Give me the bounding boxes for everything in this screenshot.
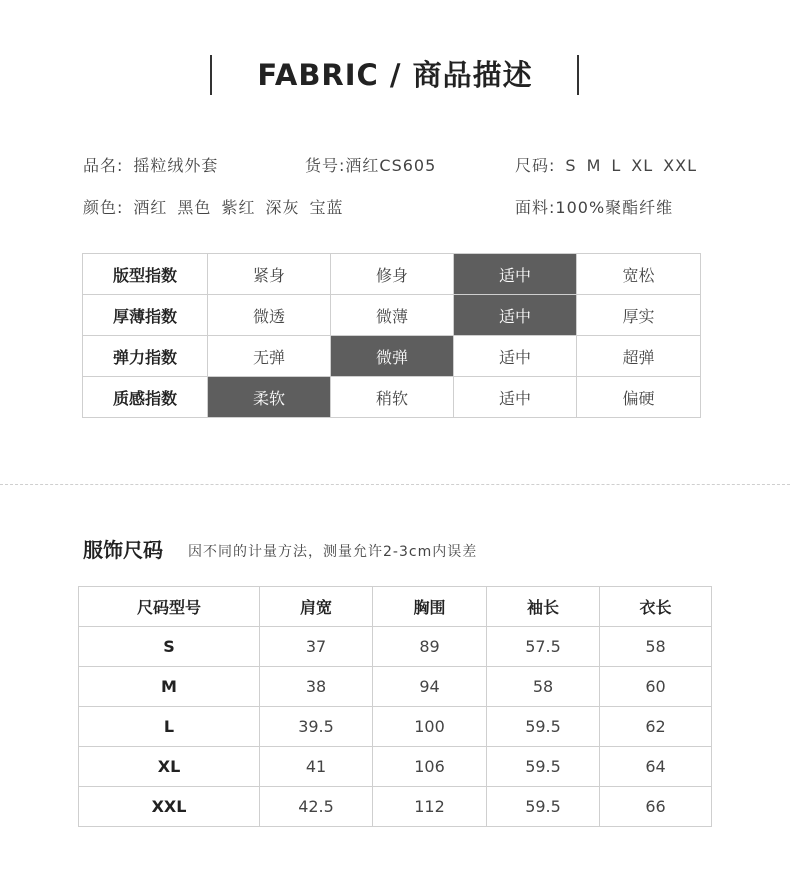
fit-option-selected: 微弹 bbox=[331, 336, 454, 377]
size-chart-cell: 58 bbox=[600, 627, 712, 667]
size-chart-header: 袖长 bbox=[487, 587, 600, 627]
product-fabric bbox=[515, 195, 673, 218]
fit-option-selected: 适中 bbox=[454, 254, 577, 295]
size-option: L bbox=[611, 156, 622, 175]
fit-option: 超弹 bbox=[577, 336, 701, 377]
product-sizes bbox=[515, 153, 697, 176]
size-option: M bbox=[586, 156, 602, 175]
fit-option: 适中 bbox=[454, 377, 577, 418]
size-chart-row bbox=[79, 667, 712, 707]
fit-option-selected: 柔软 bbox=[208, 377, 331, 418]
size-chart-header-row bbox=[79, 587, 712, 627]
color-option: 紫红 bbox=[221, 198, 256, 217]
fit-row-label: 质感指数 bbox=[83, 377, 208, 418]
fit-row bbox=[83, 254, 701, 295]
product-colors bbox=[83, 195, 343, 218]
fit-option: 无弹 bbox=[208, 336, 331, 377]
size-option: XXL bbox=[663, 156, 698, 175]
size-chart-row bbox=[79, 747, 712, 787]
fit-option: 微透 bbox=[208, 295, 331, 336]
size-chart-table bbox=[78, 586, 712, 827]
fit-option: 修身 bbox=[331, 254, 454, 295]
size-chart-cell: 62 bbox=[600, 707, 712, 747]
product-sku-value: 酒红CS605 bbox=[345, 156, 437, 175]
size-chart-row bbox=[79, 707, 712, 747]
fit-index-table bbox=[82, 253, 701, 418]
fit-option: 宽松 bbox=[577, 254, 701, 295]
product-name bbox=[83, 153, 218, 176]
size-chart-cell: 41 bbox=[260, 747, 373, 787]
size-chart-cell: 64 bbox=[600, 747, 712, 787]
size-chart-row bbox=[79, 627, 712, 667]
fit-row-label: 版型指数 bbox=[83, 254, 208, 295]
fit-option: 微薄 bbox=[331, 295, 454, 336]
size-chart-cell: 42.5 bbox=[260, 787, 373, 827]
fit-row-label: 弹力指数 bbox=[83, 336, 208, 377]
size-chart-cell: 66 bbox=[600, 787, 712, 827]
product-name-value: 摇粒绒外套 bbox=[133, 156, 219, 175]
fit-row bbox=[83, 377, 701, 418]
product-colors-label: 颜色: bbox=[83, 198, 124, 217]
size-chart-header: 尺码型号 bbox=[79, 587, 260, 627]
size-chart-cell: 106 bbox=[373, 747, 487, 787]
size-chart-cell: 38 bbox=[260, 667, 373, 707]
size-section-title: 服饰尺码 bbox=[83, 538, 163, 562]
fit-option: 偏硬 bbox=[577, 377, 701, 418]
size-section-note: 因不同的计量方法，测量允许2-3cm内误差 bbox=[188, 544, 478, 560]
size-chart-cell: 59.5 bbox=[487, 787, 600, 827]
size-option: S bbox=[565, 156, 577, 175]
color-option: 黑色 bbox=[177, 198, 212, 217]
size-chart-cell: 94 bbox=[373, 667, 487, 707]
product-fabric-label: 面料: bbox=[515, 198, 556, 217]
product-sku bbox=[305, 153, 436, 176]
size-chart-header: 肩宽 bbox=[260, 587, 373, 627]
fit-row-label: 厚薄指数 bbox=[83, 295, 208, 336]
product-name-label: 品名: bbox=[83, 156, 124, 175]
size-chart-cell: 59.5 bbox=[487, 707, 600, 747]
section-divider bbox=[0, 484, 790, 485]
size-chart-cell: 100 bbox=[373, 707, 487, 747]
title-right-bar bbox=[577, 55, 579, 95]
size-chart-size-cell: L bbox=[79, 707, 260, 747]
size-chart-cell: 37 bbox=[260, 627, 373, 667]
size-chart-cell: 89 bbox=[373, 627, 487, 667]
size-chart-cell: 112 bbox=[373, 787, 487, 827]
fit-option: 稍软 bbox=[331, 377, 454, 418]
fit-option: 紧身 bbox=[208, 254, 331, 295]
size-chart-row bbox=[79, 787, 712, 827]
product-fabric-value: 100%聚酯纤维 bbox=[555, 198, 674, 217]
size-option: XL bbox=[631, 156, 654, 175]
product-sizes-label: 尺码: bbox=[515, 156, 556, 175]
size-chart-header: 衣长 bbox=[600, 587, 712, 627]
color-option: 宝蓝 bbox=[309, 198, 344, 217]
size-chart-cell: 59.5 bbox=[487, 747, 600, 787]
fit-option: 厚实 bbox=[577, 295, 701, 336]
size-chart-cell: 39.5 bbox=[260, 707, 373, 747]
size-chart-header: 胸围 bbox=[373, 587, 487, 627]
page-title: FABRIC / 商品描述 bbox=[257, 58, 533, 92]
fit-option: 适中 bbox=[454, 336, 577, 377]
product-sku-label: 货号: bbox=[305, 156, 346, 175]
size-chart-size-cell: S bbox=[79, 627, 260, 667]
color-option: 深灰 bbox=[265, 198, 300, 217]
size-chart-size-cell: XXL bbox=[79, 787, 260, 827]
size-chart-cell: 57.5 bbox=[487, 627, 600, 667]
size-chart-cell: 58 bbox=[487, 667, 600, 707]
fit-row bbox=[83, 295, 701, 336]
size-chart-cell: 60 bbox=[600, 667, 712, 707]
color-option: 酒红 bbox=[133, 198, 168, 217]
fit-row bbox=[83, 336, 701, 377]
fit-option-selected: 适中 bbox=[454, 295, 577, 336]
size-chart-size-cell: XL bbox=[79, 747, 260, 787]
size-chart-size-cell: M bbox=[79, 667, 260, 707]
